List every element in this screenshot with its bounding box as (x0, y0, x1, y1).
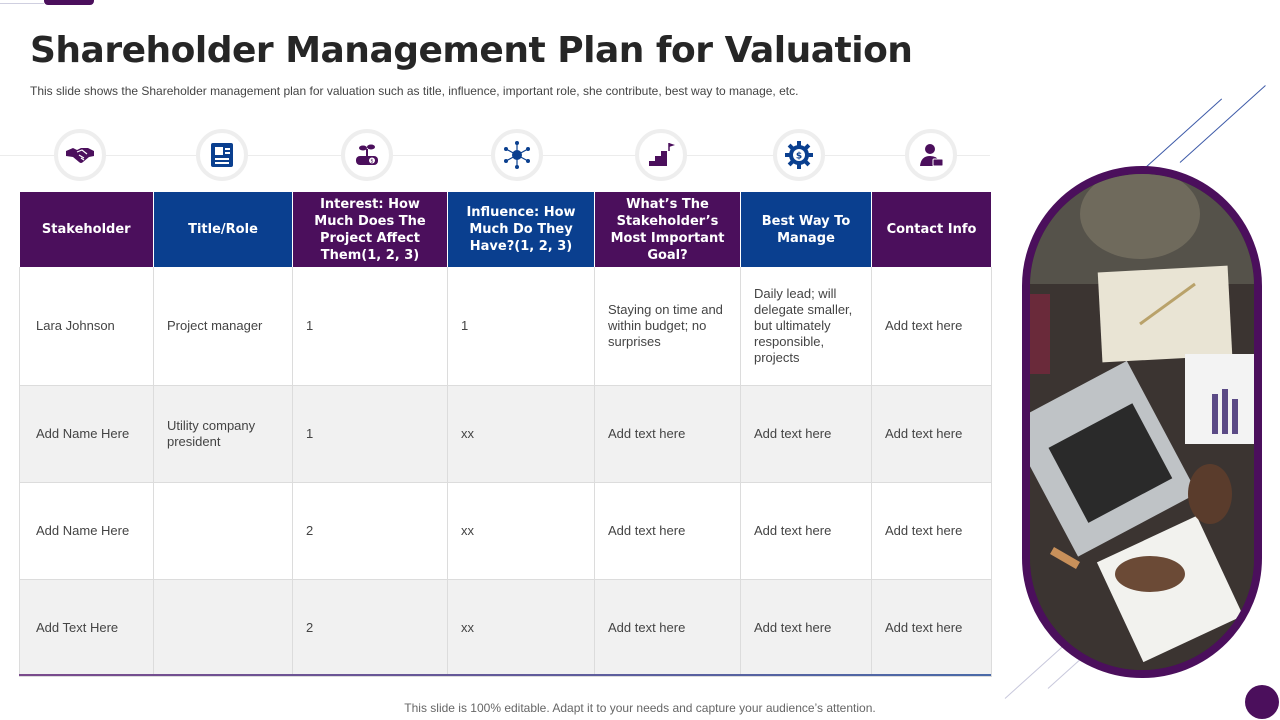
cell-interest: 1 (293, 385, 448, 482)
table-bottom-rule (19, 674, 991, 676)
cell-interest: 2 (293, 579, 448, 676)
cell-best-way-to-manage: Add text here (741, 579, 872, 676)
slide-title: Shareholder Management Plan for Valuation (30, 30, 913, 71)
cell-influence: 1 (448, 267, 595, 385)
cell-contact-info: Add text here (872, 267, 992, 385)
money-plant-icon (341, 129, 393, 181)
slide-footer: This slide is 100% editable. Adapt it to your needs and capture your audience’s attention. (404, 701, 876, 715)
stairs-goal-flag-icon (635, 129, 687, 181)
cell-interest: 1 (293, 267, 448, 385)
header-contact-info: Contact Info (872, 192, 992, 267)
header-stakeholder: Stakeholder (20, 192, 154, 267)
id-card-icon (196, 129, 248, 181)
svg-text:$: $ (370, 158, 374, 165)
cell-important-goal: Staying on time and within budget; no surprises (595, 267, 741, 385)
cell-influence: xx (448, 385, 595, 482)
workspace-photo (1022, 166, 1262, 678)
cell-title-role (154, 579, 293, 676)
svg-text:$: $ (795, 151, 803, 162)
table-row (20, 579, 992, 676)
cell-important-goal: Add text here (595, 385, 741, 482)
top-accent-tab (44, 0, 94, 5)
cell-title-role (154, 482, 293, 579)
top-accent-line (0, 3, 44, 4)
cell-important-goal: Add text here (595, 579, 741, 676)
header-interest: Interest: How Much Does The Project Affect Them(1, 2, 3) (293, 192, 448, 267)
cell-stakeholder: Add Name Here (20, 482, 154, 579)
cell-stakeholder: Add Text Here (20, 579, 154, 676)
header-title-role: Title/Role (154, 192, 293, 267)
contact-person-icon (905, 129, 957, 181)
table-row (20, 482, 992, 579)
cell-influence: xx (448, 579, 595, 676)
cell-contact-info: Add text here (872, 482, 992, 579)
cell-contact-info: Add text here (872, 579, 992, 676)
cell-title-role: Project manager (154, 267, 293, 385)
cell-interest: 2 (293, 482, 448, 579)
slide-subtitle: This slide shows the Shareholder management plan for valuation such as title, influence, important role, she contribute, best way to manage, etc. (30, 84, 799, 98)
cell-best-way-to-manage: Daily lead; will delegate smaller, but ultimately responsible, projects (741, 267, 872, 385)
table-header-row (20, 192, 992, 267)
cell-stakeholder: Add Name Here (20, 385, 154, 482)
cell-title-role: Utility company president (154, 385, 293, 482)
cell-contact-info: Add text here (872, 385, 992, 482)
header-important-goal: What’s The Stakeholder’s Most Important Goal? (595, 192, 741, 267)
header-best-way-to-manage: Best Way To Manage (741, 192, 872, 267)
handshake-icon (54, 129, 106, 181)
stakeholder-table (19, 192, 992, 677)
table-row (20, 267, 992, 385)
cell-stakeholder: Lara Johnson (20, 267, 154, 385)
header-influence: Influence: How Much Do They Have?(1, 2, 3) (448, 192, 595, 267)
cell-important-goal: Add text here (595, 482, 741, 579)
cell-best-way-to-manage: Add text here (741, 482, 872, 579)
network-idea-icon (491, 129, 543, 181)
cell-best-way-to-manage: Add text here (741, 385, 872, 482)
table-row (20, 385, 992, 482)
cell-influence: xx (448, 482, 595, 579)
gear-dollar-icon (773, 129, 825, 181)
